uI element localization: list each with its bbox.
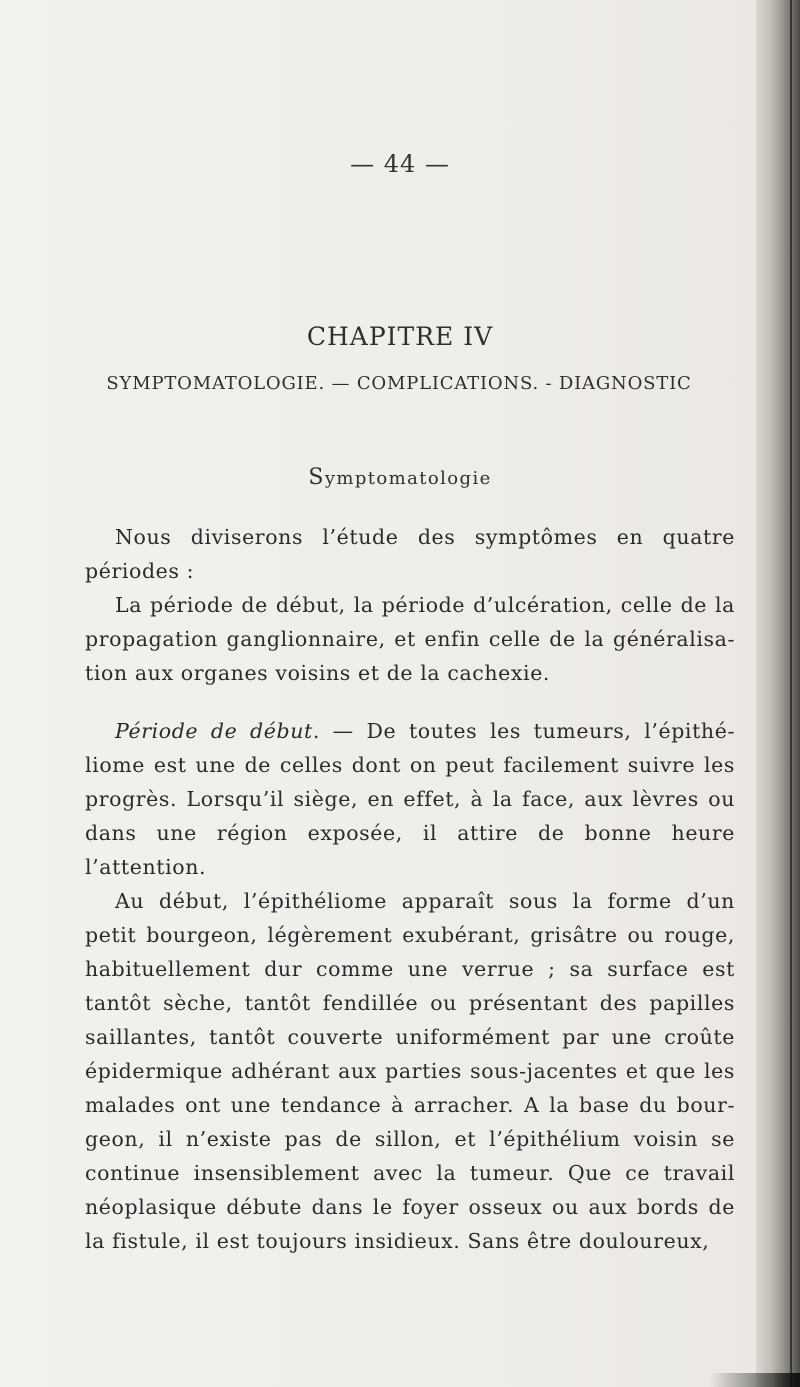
paragraph-3 xyxy=(85,714,735,884)
paragraph-2: La période de début, la période d’ulcération, celle de la propagation ganglionnaire, et enfin celle de la généralisa-tion aux organes voisins et de la cachexie. xyxy=(85,593,735,685)
page-number: — 44 — xyxy=(350,150,450,178)
chapter-subtitle: SYMPTOMATOLOGIE. — COMPLICATIONS. - DIAGNOSTIC xyxy=(106,373,692,394)
section-title: Symptomatologie xyxy=(308,465,492,490)
paragraph-3-lead: Période de début. — xyxy=(115,719,354,743)
corner-shadow xyxy=(710,1373,800,1387)
chapter-title: CHAPITRE IV xyxy=(306,322,494,351)
paragraph-1: Nous diviserons l’étude des symptômes en quatre périodes : xyxy=(85,525,735,583)
paragraph-4: Au début, l’épithéliome apparaît sous la forme d’un petit bourgeon, légèrement exubérant, grisâtre ou rouge, habituellement dur comme une verrue ; sa surface est tantôt sèche, tantôt fendillée ou présentant des papilles saillantes, tantôt couverte uniformément par une croûte épidermique adhérant aux parties sous-jacentes et que les malades ont une tendance à arracher. A la base du bour-geon, il n’existe pas de sillon, et l’épithélium voisin se continue insensiblement avec la tumeur. Que ce travail néoplasique débute dans le foyer osseux ou aux bords de la fistule, il est toujours insidieux. Sans être douloureux, xyxy=(85,889,735,1253)
body-text xyxy=(85,520,735,1258)
page-edge-shadow xyxy=(756,0,800,1387)
paragraph-3-text: De toutes les tumeurs, l’épithé-liome est une de celles dont on peut facilement suivre les progrès. Lorsqu’il siège, en effet, à la face, aux lèvres ou dans une région exposée, il attire de bonne heure l’attention. xyxy=(85,719,735,879)
binding-line xyxy=(790,0,792,1387)
